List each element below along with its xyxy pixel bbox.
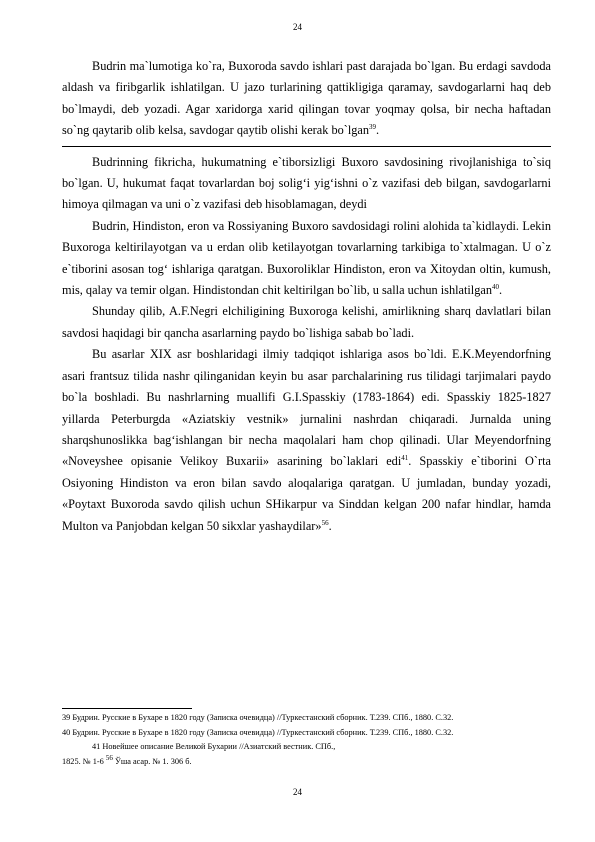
footnote-40: 40 Будрин. Русские в Бухаре в 1820 году (Записка очевидца) //Туркестанский сборник. Т.239. СПб., 1880. С.32. [62, 727, 454, 737]
footnote-ref-39: 39 [369, 123, 377, 132]
footnote-tail-ref: 56 [105, 753, 113, 762]
paragraph-2: Budrinning fikricha, hukumatning e`tiborsizligi Buxoro savdosining rivojlanishiga to`siq bo`lgan. U, hukumat faqat tovarlardan boj solig‘i yig‘ishni o`z vazifasi deb bilgan, savdogarlarni himoya qilmagan va uni o`z vazifasi deb hisoblamagan, deydi [62, 146, 551, 216]
footnote-41-cont: 1825. № 1-6 $^{56}$ Ўша асар. № 1. 306 б. [62, 753, 192, 766]
footnotes [62, 711, 551, 769]
footnote-divider [62, 708, 192, 709]
footnote-56: Ўша асар. № 1. 306 б. [112, 756, 192, 766]
page-number-top: 24 [293, 22, 302, 32]
paragraph-3: Budrin, Hindiston, eron va Rossiyaning Buxoro savdosidagi rolini alohida ta`kidlaydi. Lekin Buxoroga keltirilayotgan va u erdan olib ketilayotgan tovarlarning tarkibiga to`xtalmagan. U o`z e`tiborini asosan tog‘ ishlariga qaratgan. Buxoroliklar Hindiston, eron va Xitoydan oltin, kumush, mis, qalay va temir olgan. Hindistondan chit keltirilgan bo`lib, u salla uchun ishlatilgan$^{40}$. [62, 218, 551, 298]
paragraph-1: Budrin ma`lumotiga ko`ra, Buxoroda savdo ishlari past darajada bo`lgan. Bu erdagi savdoda aldash va firibgarlik ishlatilgan. U jazo turlarining qattikligiga qaramay, savdogarlarni haq deb bo`lmaydi, deb yozadi. Agar xaridorga xarid qilingan tovar yoqmay qolsa, bir necha haftadan so`ng qaytarib olib kelsa, savdogar qaytib olishi kerak bo`lgan$^{39}$. [62, 59, 551, 138]
page-number-bottom: 24 [293, 787, 302, 797]
footnote-ref-40: 40 [491, 282, 499, 291]
paragraph-5: Bu asarlar XIX asr boshlaridagi ilmiy tadqiqot ishlariga asos bo`ldi. E.K.Meyendorfning asari frantsuz tilida nashr qilinganidan keyin bu asar parchalarining rus tilidagi tarjimalari paydo bo`la boshladi. Bu nashrlarning muallifi G.I.Spasskiy (1783-1864) edi. Spasskiy 1825-1827 yillarda Peterburgda «Aziatskiy vestnik» jurnalini nashrdan chiqaradi. Jurnalda uning sharqshunoslikka bag‘ishlangan bir necha maqolalari ham chop qilinadi. Ular Meyendorfning «Noveyshee opisanie Velikoy Buxarii» asarining bo`laklari edi$^{41}$. Spasskiy e`tiborini O`rta Osiyoning Hindiston va eron bilan savdo aloqalariga qaratgan. U jumladan, bunday yozadi, «Poytaxt Buxoroda savdo qilish uchun SHikarpur va Sinddan kelgan 200 nafar hindlar, hamda Multon va Panjobdan kelgan 50 sikxlar yashaydilar»$^{56}$. [62, 347, 551, 533]
paragraph-4: Shunday qilib, A.F.Negri elchiligining Buxoroga kelishi, amirlikning sharq davlatlari bilan savdosi haqidagi bir qancha asarlarning paydo bo`lishiga sabab bo`ladi. [62, 304, 551, 340]
footnote-ref-41: 41 [401, 454, 409, 463]
main-text [62, 56, 551, 537]
footnote-41: 41 Новейшее описание Великой Бухарии //Азиатский вестник. СПб., [92, 742, 336, 751]
footnote-ref-56: 56 [321, 518, 329, 527]
footnote-39: 39 Будрин. Русские в Бухаре в 1820 году (Записка очевидца) //Туркестанский сборник. Т.239. СПб., 1880. С.32. [62, 713, 454, 722]
